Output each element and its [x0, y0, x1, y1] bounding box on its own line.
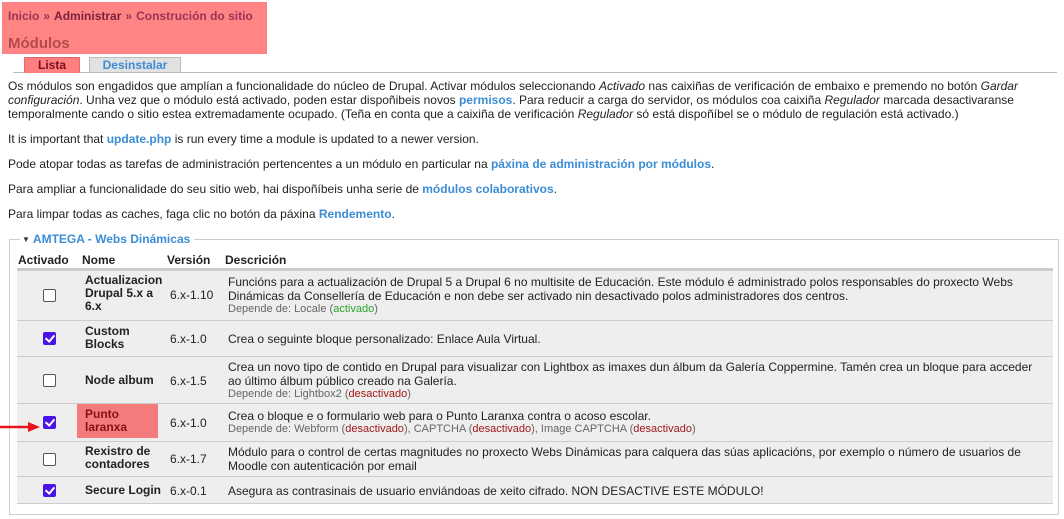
module-version: 6.x-1.10	[170, 288, 214, 302]
update-php-link[interactable]: update.php	[106, 132, 172, 146]
table-row	[17, 404, 1053, 442]
text: .	[711, 157, 715, 171]
text: Gardar configuración	[8, 79, 1018, 107]
module-description	[228, 360, 1048, 401]
module-checkbox[interactable]	[43, 484, 56, 497]
intro-paragraph	[8, 79, 1058, 121]
permisos-link[interactable]: permisos	[458, 93, 513, 107]
status-badge: desactivado	[348, 388, 408, 400]
text: Regulador	[577, 107, 634, 121]
cache-paragraph	[8, 207, 395, 221]
text: Para ampliar a funcionalidade do seu sitio web, hai dispoñíbeis unha serie de	[8, 182, 423, 196]
text: só está dispoñíbel se o módulo de regulación está activado.)	[633, 107, 959, 121]
text: nas caixiñas de verificación de embaixo e premendo no botón	[645, 79, 981, 93]
contrib-paragraph	[8, 182, 557, 196]
module-version: 6.x-1.7	[170, 452, 207, 466]
breadcrumb-construcion[interactable]: Construción do sitio	[136, 9, 253, 23]
status-badge: activado	[333, 303, 375, 315]
performance-link[interactable]: Rendemento	[318, 207, 392, 221]
dependencies: Depende de: Locale (activado)	[228, 303, 378, 315]
module-version: 6.x-1.0	[170, 416, 207, 430]
description-text: Crea o seguinte bloque personalizado: Enlace Aula Virtual.	[228, 332, 541, 346]
tab-lista[interactable]: Lista	[24, 57, 80, 73]
col-nome: Nome	[82, 253, 116, 267]
module-checkbox[interactable]	[43, 453, 56, 466]
text: Depende de:	[228, 303, 295, 315]
table-row	[17, 271, 1053, 321]
text: Lightbox2	[294, 388, 342, 400]
table-row	[17, 442, 1053, 477]
description-text: Asegura as contrasinais de usuario enviándoas de xeito cifrado. NON DESACTIVE ESTE MÓDULO!	[228, 484, 764, 498]
text: is run every time a module is updated to a newer version.	[171, 132, 479, 146]
module-description	[228, 275, 1048, 316]
module-checkbox[interactable]	[43, 374, 56, 387]
module-checkbox[interactable]	[43, 289, 56, 302]
module-version: 6.x-0.1	[170, 484, 207, 498]
text: .	[391, 207, 395, 221]
dependencies: Depende de: Lightbox2 (desactivado)	[228, 388, 411, 400]
module-description	[228, 484, 1048, 498]
text: Depende de:	[228, 423, 295, 435]
table-row	[17, 321, 1053, 357]
description-text: Módulo para o control de certas magnitudes no proxecto Webs Dinámicas para calquera das súas aplicacións, por exemplo o número de usuarios de Moodle con autenticación por email	[228, 445, 1021, 473]
tabs-divider	[13, 72, 1057, 73]
module-name: Node album	[85, 373, 154, 387]
description-text: Funcións para a actualización de Drupal 5 a Drupal 6 no multisite de Educación. Este módulo é administrado polos responsables do proxecto Webs Dinámicas da Consellería de Educación e non debe ser activado nin desactivado polos administradores dos centros.	[228, 275, 1013, 303]
group-legend-label: AMTEGA - Webs Dinámicas	[32, 232, 191, 246]
col-activado: Activado	[18, 253, 69, 267]
breadcrumb-sep: »	[43, 9, 51, 23]
description-text: Crea o bloque e o formulario web para o Punto Laranxa contra o acoso escolar.	[228, 409, 651, 423]
module-name: Actualizacion Drupal 5.x a 6.x	[85, 273, 163, 313]
text: Activado	[599, 79, 646, 93]
text: Depende de:	[228, 388, 295, 400]
col-version: Versión	[167, 253, 211, 267]
breadcrumb-administrar[interactable]: Administrar	[54, 9, 122, 23]
update-paragraph	[8, 132, 479, 146]
admin-paragraph	[8, 157, 714, 171]
red-arrow-annotation-icon	[0, 422, 40, 432]
tab-desinstalar[interactable]: Desinstalar	[89, 57, 181, 72]
module-description	[228, 409, 1048, 436]
collapse-triangle-icon: ▼	[22, 235, 30, 244]
text: Webform	[294, 423, 339, 435]
text: Image CAPTCHA	[540, 423, 627, 435]
status-badge: desactivado	[345, 423, 404, 435]
status-badge: desactivado	[472, 423, 532, 435]
text: Regulador	[824, 93, 880, 107]
breadcrumb	[8, 9, 253, 23]
text: . Unha vez que o módulo está activado, poden estar dispoñibeis novos	[79, 93, 459, 107]
module-description	[228, 445, 1048, 473]
module-name: Secure Login	[85, 483, 162, 497]
module-version: 6.x-1.5	[170, 374, 207, 388]
text: . Para reducir a carga do servidor, os módulos coa caixiña	[512, 93, 825, 107]
module-version: 6.x-1.0	[170, 332, 207, 346]
admin-by-module-link[interactable]: páxina de administración por módulos	[490, 157, 712, 171]
text: Locale	[294, 303, 327, 315]
breadcrumb-sep: »	[125, 9, 133, 23]
module-checkbox[interactable]	[43, 332, 56, 345]
breadcrumb-inicio[interactable]: Inicio	[8, 9, 40, 23]
contrib-modules-link[interactable]: módulos colaborativos	[422, 182, 554, 196]
table-row	[17, 357, 1053, 404]
text: Para limpar todas as caches, faga clic no botón da páxina	[8, 207, 319, 221]
dependencies: Depende de: Webform (desactivado), CAPTCHA (desactivado), Image CAPTCHA (desactivado)	[228, 423, 696, 435]
group-legend[interactable]	[20, 232, 194, 246]
module-name: Rexistro de contadores	[85, 444, 151, 471]
col-descricion: Descrición	[225, 253, 287, 267]
text: CAPTCHA	[413, 423, 466, 435]
description-text: Crea un novo tipo de contido en Drupal para visualizar con Lightbox as imaxes dun álbum da Galería Coppermine. Tamén crea un bloque para acceder ao último álbum público creado na Galería.	[228, 360, 1033, 388]
text: Os módulos son engadidos que amplían a funcionalidade do núcleo de Drupal. Activar módulos seleccionando	[8, 79, 600, 93]
module-description	[228, 332, 1048, 346]
table-row	[17, 477, 1053, 504]
module-checkbox[interactable]	[43, 416, 56, 429]
status-badge: desactivado	[633, 423, 692, 435]
text: It is important that	[8, 132, 107, 146]
text: Pode atopar todas as tarefas de administración pertencentes a un módulo en particular na	[8, 157, 491, 171]
text: marcada desactivaranse temporalmente cando o sitio estea extremadamente ocupado. (Teña en conta que a caixiña de verificación	[8, 93, 1014, 121]
page-title: Módulos	[8, 35, 70, 52]
text: .	[553, 182, 557, 196]
module-name: Custom Blocks	[85, 324, 130, 351]
module-name: Punto laranxa	[77, 404, 158, 438]
